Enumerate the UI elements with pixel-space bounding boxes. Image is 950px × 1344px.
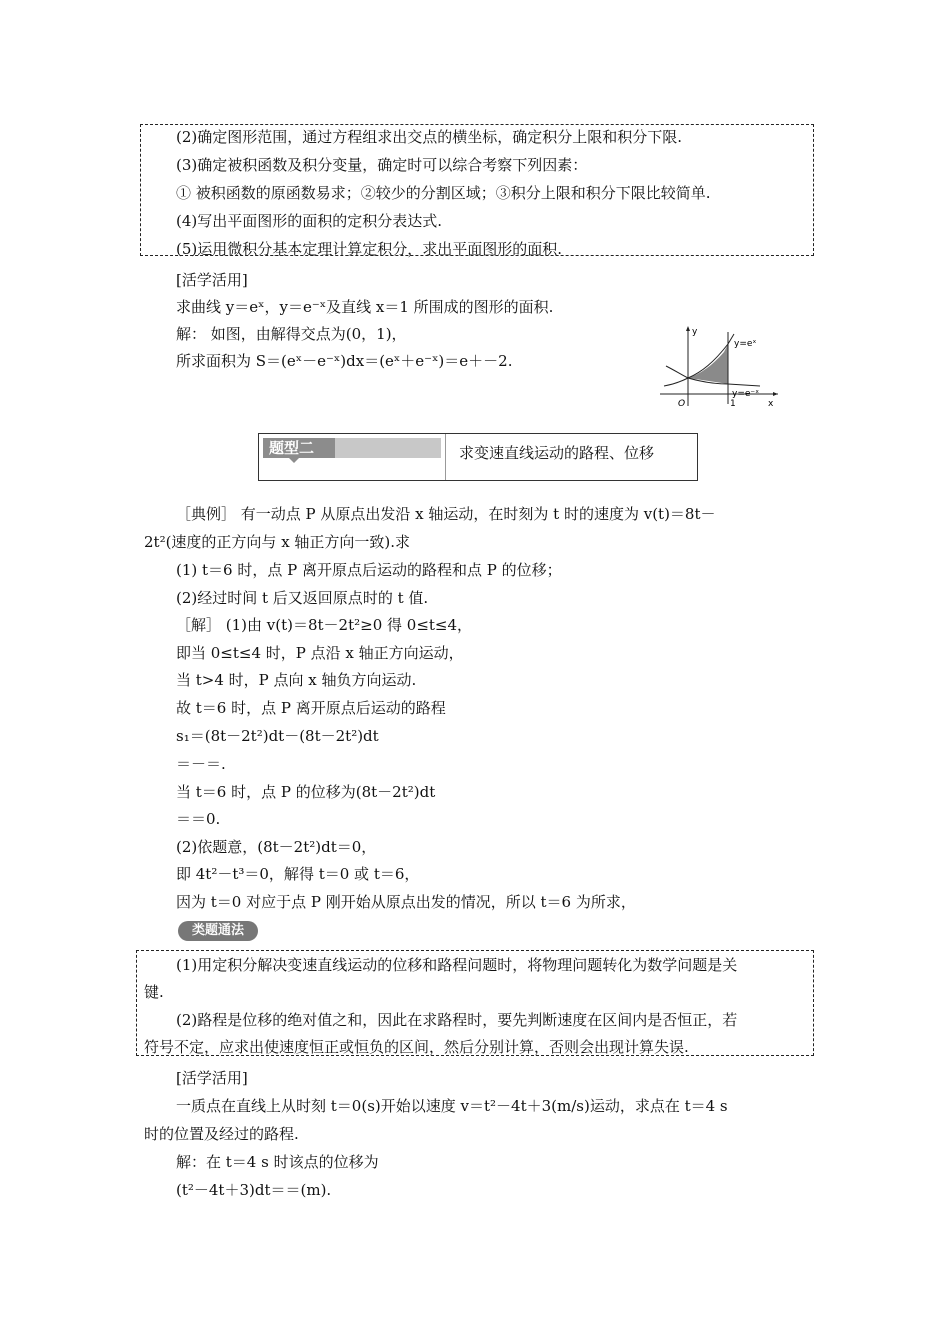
practice2-line-2: 时的位置及经过的路程. [144, 1125, 299, 1143]
practice1-question: 求曲线 y＝eˣ，y＝e⁻ˣ及直线 x＝1 所围成的图形的面积. [176, 298, 554, 316]
section-tag [263, 438, 441, 458]
label-one: 1 [730, 399, 736, 408]
method-line-4: 符号不定，应求出使速度恒正或恒负的区间，然后分别计算，否则会出现计算失误. [144, 1038, 689, 1056]
section-divider [445, 434, 446, 480]
section-tag-notch [289, 458, 299, 463]
label-curve-exp-neg: y=e⁻ˣ [732, 389, 760, 399]
shaded-area [688, 344, 728, 384]
method-line-1: (1)用定积分解决变速直线运动的位移和路程问题时，将物理问题转化为数学问题是关 [176, 956, 738, 974]
practice2-line-1: 一质点在直线上从时刻 t＝0(s)开始以速度 v＝t²－4t＋3(m/s)运动，求点在 t＝4 s [176, 1097, 728, 1115]
solution-step-10: 即 4t²－t³＝0，解得 t＝0 或 t＝6， [176, 865, 420, 883]
method-line-2: 键. [144, 983, 164, 1001]
step-factors: ① 被积函数的原函数易求；②较少的分割区域；③积分上限和积分下限比较简单. [176, 184, 711, 202]
label-origin: O [678, 399, 686, 408]
section-tag-label: 题型二 [269, 439, 315, 457]
method-badge: 类题通法 [178, 921, 258, 941]
step-5: (5)运用微积分基本定理计算定积分，求出平面图形的面积. [176, 240, 563, 258]
solution-step-6: ＝－＝. [176, 755, 226, 773]
label-x: x [768, 399, 774, 408]
step-4: (4)写出平面图形的面积的定积分表达式. [176, 212, 443, 230]
practice2-label: [活学活用] [176, 1069, 248, 1087]
section-heading [258, 433, 698, 481]
label-y: y [692, 327, 698, 337]
solution-step-7: 当 t＝6 时，点 P 的位移为(8t－2t²)dt [176, 783, 436, 801]
practice1-label: [活学活用] [176, 271, 248, 289]
solution-step-1: ［解］ (1)由 v(t)＝8t－2t²≥0 得 0≤t≤4， [176, 616, 473, 634]
label-curve-exp: y=eˣ [734, 339, 757, 349]
practice1-solution-1: 解： 如图，由解得交点为(0，1)， [176, 325, 407, 343]
practice2-line-4: (t²－4t＋3)dt＝＝(m). [176, 1181, 332, 1199]
example-question-2: (2)经过时间 t 后又返回原点时的 t 值. [176, 589, 429, 607]
section-title: 求变速直线运动的路程、位移 [459, 444, 655, 462]
solution-step-4: 故 t＝6 时，点 P 离开原点后运动的路程 [176, 699, 446, 717]
practice1-solution-2: 所求面积为 S＝(eˣ－e⁻ˣ)dx＝(eˣ＋e⁻ˣ)＝e＋－2. [176, 352, 513, 370]
example-line-2: 2t²(速度的正方向与 x 轴正方向一致).求 [144, 533, 411, 551]
solution-step-8: ＝＝0. [176, 810, 221, 828]
solution-step-9: (2)依题意，(8t－2t²)dt＝0， [176, 838, 377, 856]
solution-step-2: 即当 0≤t≤4 时，P 点沿 x 轴正方向运动， [176, 644, 464, 662]
step-3: (3)确定被积函数及积分变量，确定时可以综合考察下列因素： [176, 156, 588, 174]
exponential-area-graph [656, 322, 782, 408]
y-axis-arrow [686, 326, 690, 331]
solution-step-11: 因为 t＝0 对应于点 P 刚开始从原点出发的情况，所以 t＝6 为所求， [176, 893, 636, 911]
step-2: (2)确定图形范围，通过方程组求出交点的横坐标，确定积分上限和积分下限. [176, 128, 683, 146]
solution-step-3: 当 t>4 时，P 点向 x 轴负方向运动. [176, 671, 417, 689]
section-tag-shade [335, 438, 441, 458]
example-question-1: (1) t＝6 时，点 P 离开原点后运动的路程和点 P 的位移； [176, 561, 562, 579]
solution-step-5: s₁＝(8t－2t²)dt－(8t－2t²)dt [176, 727, 379, 745]
example-line-1: ［典例］ 有一动点 P 从原点出发沿 x 轴运动，在时刻为 t 时的速度为 v(t)＝8t－ [176, 505, 716, 523]
practice2-line-3: 解：在 t＝4 s 时该点的位移为 [176, 1153, 379, 1171]
method-line-3: (2)路程是位移的绝对值之和，因此在求路程时，要先判断速度在区间内是否恒正，若 [176, 1011, 738, 1029]
x-axis-arrow [773, 392, 778, 396]
